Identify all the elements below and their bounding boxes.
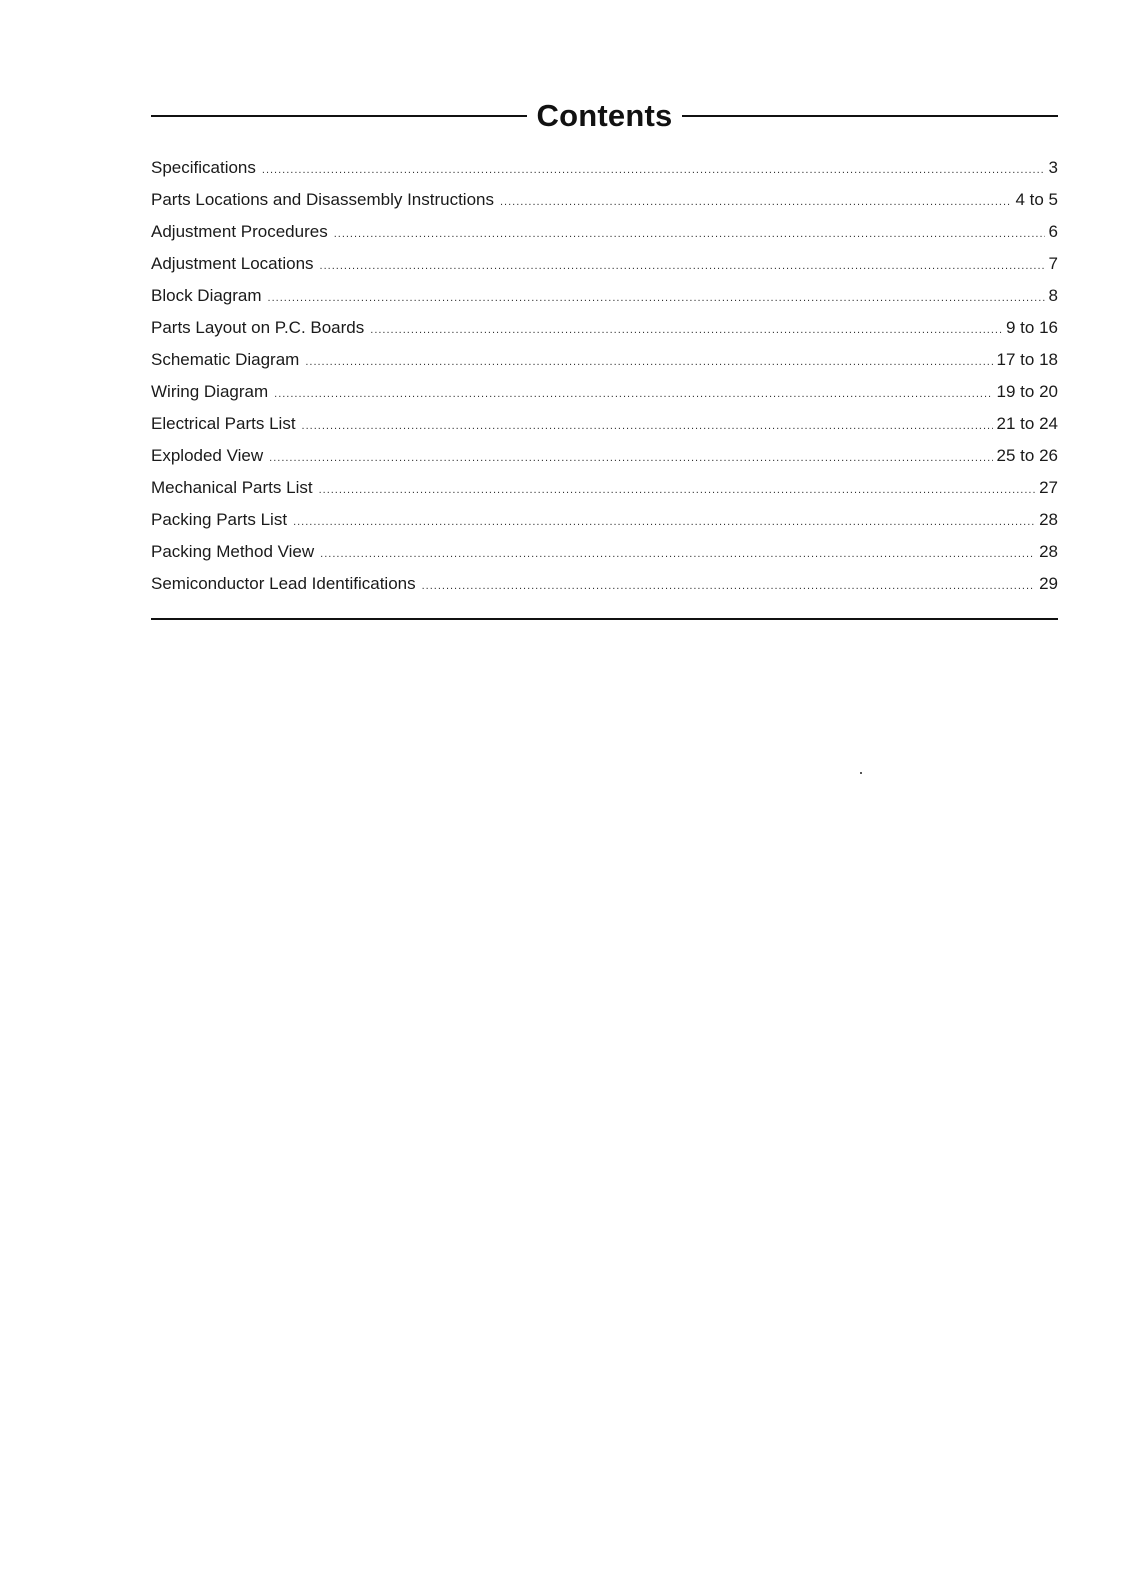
toc-entry-page: 6 [1048, 222, 1058, 241]
toc-entry-electrical-parts-list[interactable] [151, 408, 1058, 440]
dot-leader [293, 506, 1035, 538]
toc-entry-specifications[interactable] [151, 152, 1058, 184]
dot-leader [320, 538, 1035, 570]
toc-entry-page: 29 [1039, 574, 1058, 593]
toc-entry-exploded-view[interactable] [151, 440, 1058, 472]
contents-header [151, 96, 1058, 136]
toc-entry-page: 27 [1039, 478, 1058, 497]
toc-entry-adjustment-procedures[interactable] [151, 216, 1058, 248]
toc-entry-label: Specifications [151, 158, 256, 177]
toc-entry-wiring-diagram[interactable] [151, 376, 1058, 408]
toc-entry-page: 4 to 5 [1015, 190, 1058, 209]
scan-speck [860, 772, 862, 774]
dot-leader [269, 442, 992, 474]
toc-entry-label: Mechanical Parts List [151, 478, 313, 497]
dot-leader [268, 282, 1045, 314]
toc-entry-page: 21 to 24 [996, 414, 1058, 433]
dot-leader [370, 314, 1002, 346]
toc-entry-label: Packing Method View [151, 542, 315, 561]
dot-leader [319, 474, 1036, 506]
dot-leader [305, 346, 992, 378]
dot-leader [274, 378, 992, 410]
bottom-rule [151, 618, 1058, 620]
dot-leader [262, 154, 1045, 186]
dot-leader [334, 218, 1045, 250]
toc-entry-page: 28 [1039, 510, 1058, 529]
toc-entry-label: Packing Parts List [151, 510, 288, 529]
toc-entry-mechanical-parts-list[interactable] [151, 472, 1058, 504]
toc-entry-page: 17 to 18 [996, 350, 1058, 369]
toc-entry-label: Electrical Parts List [151, 414, 296, 433]
title-rule-left [151, 115, 527, 117]
toc-entry-label: Schematic Diagram [151, 350, 300, 369]
toc-entry-label: Adjustment Procedures [151, 222, 328, 241]
toc-list [151, 152, 1058, 600]
dot-leader [500, 186, 1011, 218]
toc-entry-parts-locations[interactable] [151, 184, 1058, 216]
toc-entry-page: 3 [1048, 158, 1058, 177]
toc-entry-page: 19 to 20 [996, 382, 1058, 401]
toc-entry-page: 25 to 26 [996, 446, 1058, 465]
toc-entry-page: 28 [1039, 542, 1058, 561]
toc-entry-packing-method-view[interactable] [151, 536, 1058, 568]
page-title: Contents [536, 98, 673, 133]
toc-entry-label: Block Diagram [151, 286, 262, 305]
dot-leader [302, 410, 993, 442]
toc-entry-page: 7 [1048, 254, 1058, 273]
toc-entry-page: 8 [1048, 286, 1058, 305]
toc-entry-schematic-diagram[interactable] [151, 344, 1058, 376]
toc-entry-block-diagram[interactable] [151, 280, 1058, 312]
toc-entry-parts-layout[interactable] [151, 312, 1058, 344]
toc-entry-label: Parts Layout on P.C. Boards [151, 318, 365, 337]
toc-entry-page: 9 to 16 [1006, 318, 1058, 337]
dot-leader [320, 250, 1045, 282]
toc-entry-label: Wiring Diagram [151, 382, 269, 401]
toc-entry-label: Exploded View [151, 446, 264, 465]
title-rule-right [682, 115, 1058, 117]
toc-entry-packing-parts-list[interactable] [151, 504, 1058, 536]
toc-entry-label: Parts Locations and Disassembly Instructions [151, 190, 494, 209]
toc-entry-semiconductor-lead-identifications[interactable] [151, 568, 1058, 600]
toc-entry-label: Semiconductor Lead Identifications [151, 574, 416, 593]
toc-entry-label: Adjustment Locations [151, 254, 314, 273]
contents-page [151, 96, 1058, 620]
toc-entry-adjustment-locations[interactable] [151, 248, 1058, 280]
dot-leader [422, 570, 1035, 602]
